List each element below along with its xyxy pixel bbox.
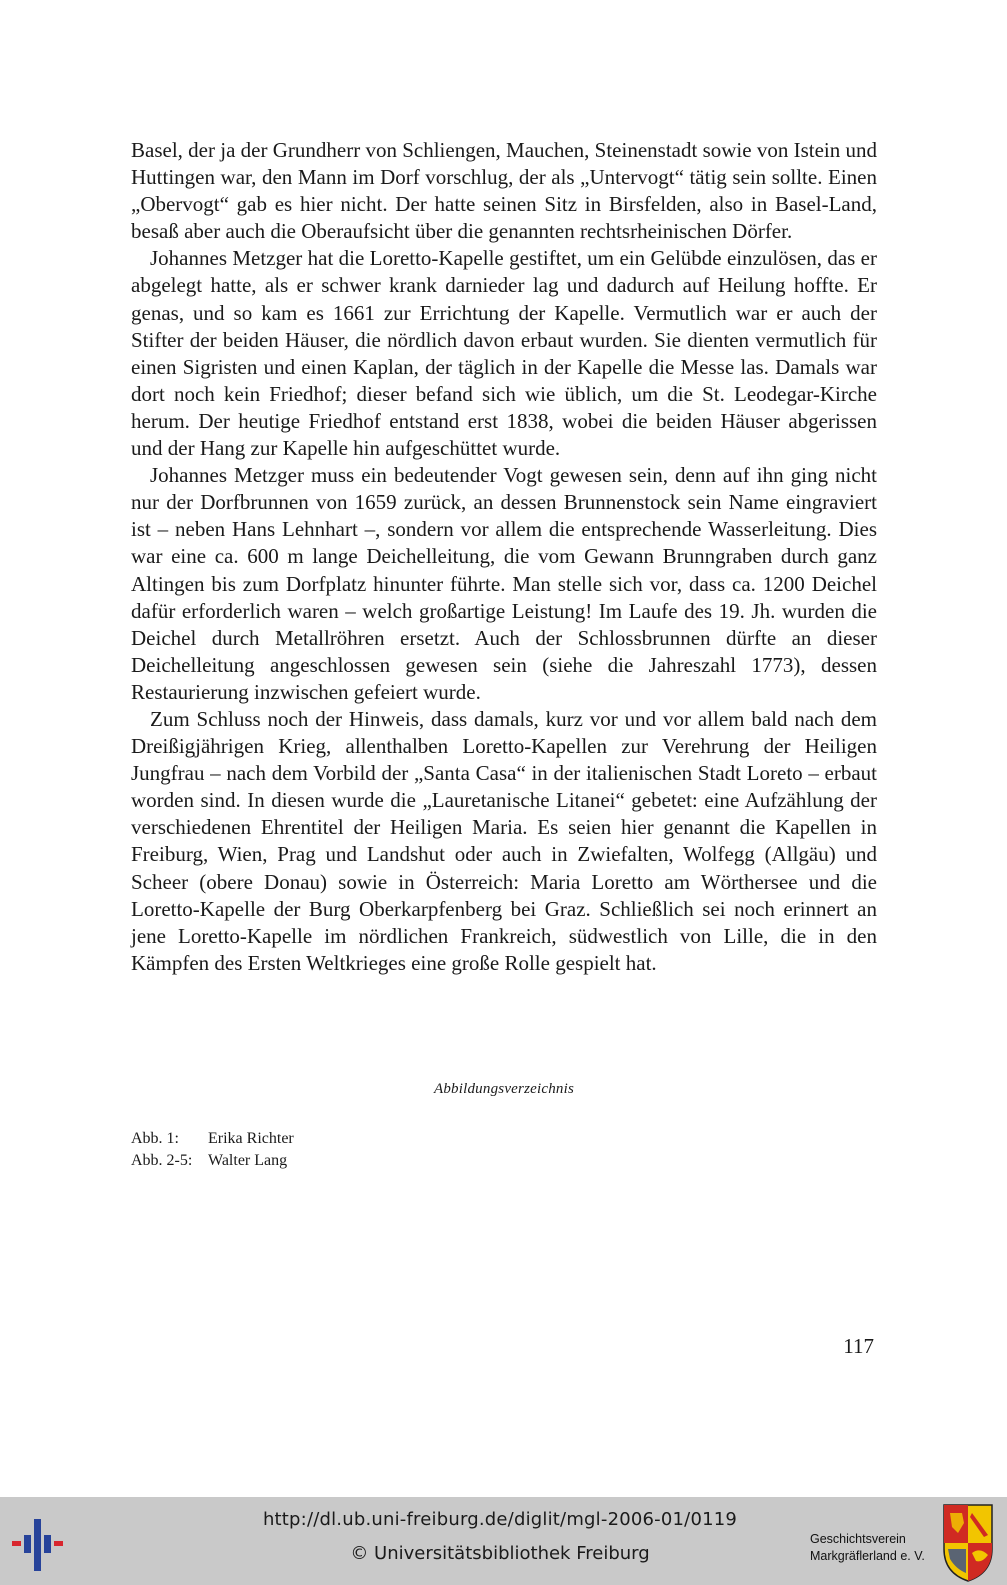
paragraph: Johannes Metzger muss ein bedeutender Vogt gewesen sein, denn auf ihn ging nicht nur der Dorfbrunnen von 1659 zurück, an dessen Brunnenstock sein Name eingraviert ist – neben Hans Lehnhart –, sondern vor allem die entsprechende Wasserleitung. Dies war eine ca. 600 m lange Deichelleitung, die vom Gewann Brunngraben durch ganz Altingen bis zum Dorfplatz hinunter führte. Man stelle sich vor, dass ca. 1200 Deichel dafür erforderlich waren – welch großartige Leistung! Im Laufe des 19. Jh. wurden die Deichel durch Metallröhren ersetzt. Auch der Schlossbrunnen dürfte an dieser Deichelleitung angeschlossen gewesen sein (siehe die Jahreszahl 1773), dessen Restaurierung inzwischen gefeiert wurde. [131,463,877,704]
footer-bar [0,1497,1007,1585]
credit-label: Abb. 2-5: [131,1152,193,1169]
body-text [131,137,877,977]
society-line: Geschichtsverein [810,1532,906,1546]
figure-credits [131,1128,294,1172]
footer-copyright: © Universitätsbibliothek Freiburg [350,1543,650,1564]
paragraph: Johannes Metzger hat die Loretto-Kapelle gestiftet, um ein Gelübde einzulösen, das er abgelegt hatte, als er schwer krank darnieder lag und dadurch auf Heilung hoffte. Er genas, und so kam es 1661 zur Errichtung der Kapelle. Vermutlich war er auch der Stifter der beiden Häuser, die nördlich davon erbaut wurden. Sie dienten vermutlich für einen Sigristen und einen Kaplan, der täglich in der Kapelle die Messe las. Damals war dort noch kein Friedhof; dieser befand sich wie üblich, um die St. Leodegar-Kirche herum. Der heutige Friedhof entstand erst 1838, wobei die beiden Häuser abgerissen und der Hang zur Kapelle hin aufgeschüttet wurde. [131,246,877,461]
figures-heading: Abbildungsverzeichnis [433,1081,574,1097]
society-line: Markgräflerland e. V. [810,1549,925,1563]
credit-name: Erika Richter [208,1130,294,1147]
society-name [810,1531,925,1565]
credit-label: Abb. 1: [131,1130,179,1147]
credit-row [131,1128,294,1150]
credit-row [131,1150,294,1172]
credit-name: Walter Lang [208,1152,288,1169]
coat-of-arms-icon [942,1503,994,1583]
page-number: 117 [843,1334,874,1358]
footer-url-link[interactable]: http://dl.ub.uni-freiburg.de/diglit/mgl-2006-01/0119 [262,1509,738,1530]
ub-freiburg-logo-icon[interactable] [12,1511,64,1575]
paragraph: Basel, der ja der Grundherr von Schliengen, Mauchen, Steinenstadt sowie von Istein und Huttingen war, den Mann im Dorf vorschlug, der als „Untervogt“ tätig sein sollte. Einen „Obervogt“ gab es hier nicht. Der hatte seinen Sitz in Birsfelden, also in Basel-Land, besaß aber auch die Oberaufsicht über die genannten rechtsrheinischen Dörfer. [131,138,877,244]
paragraph: Zum Schluss noch der Hinweis, dass damals, kurz vor und vor allem bald nach dem Dreißigjährigen Krieg, allenthalben Loretto-Kapellen zur Verehrung der Heiligen Jungfrau – nach dem Vorbild der „Santa Casa“ in der italienischen Stadt Loreto – erbaut worden sind. In diesen wurde die „Lauretanische Litanei“ gebetet: eine Aufzählung der verschiedenen Ehrentitel der Heiligen Maria. Es seien hier genannt die Kapellen in Freiburg, Wien, Prag und Landshut oder auch in Zwiefalten, Wolfegg (Allgäu) und Scheer (obere Donau) sowie in Österreich: Maria Loretto am Wörthersee und die Loretto-Kapelle der Burg Oberkarpfenberg bei Graz. Schließlich sei noch erinnert an jene Loretto-Kapelle im nördlichen Frankreich, südwestlich von Lille, die in den Kämpfen des Ersten Weltkrieges eine große Rolle gespielt hat. [131,706,877,975]
